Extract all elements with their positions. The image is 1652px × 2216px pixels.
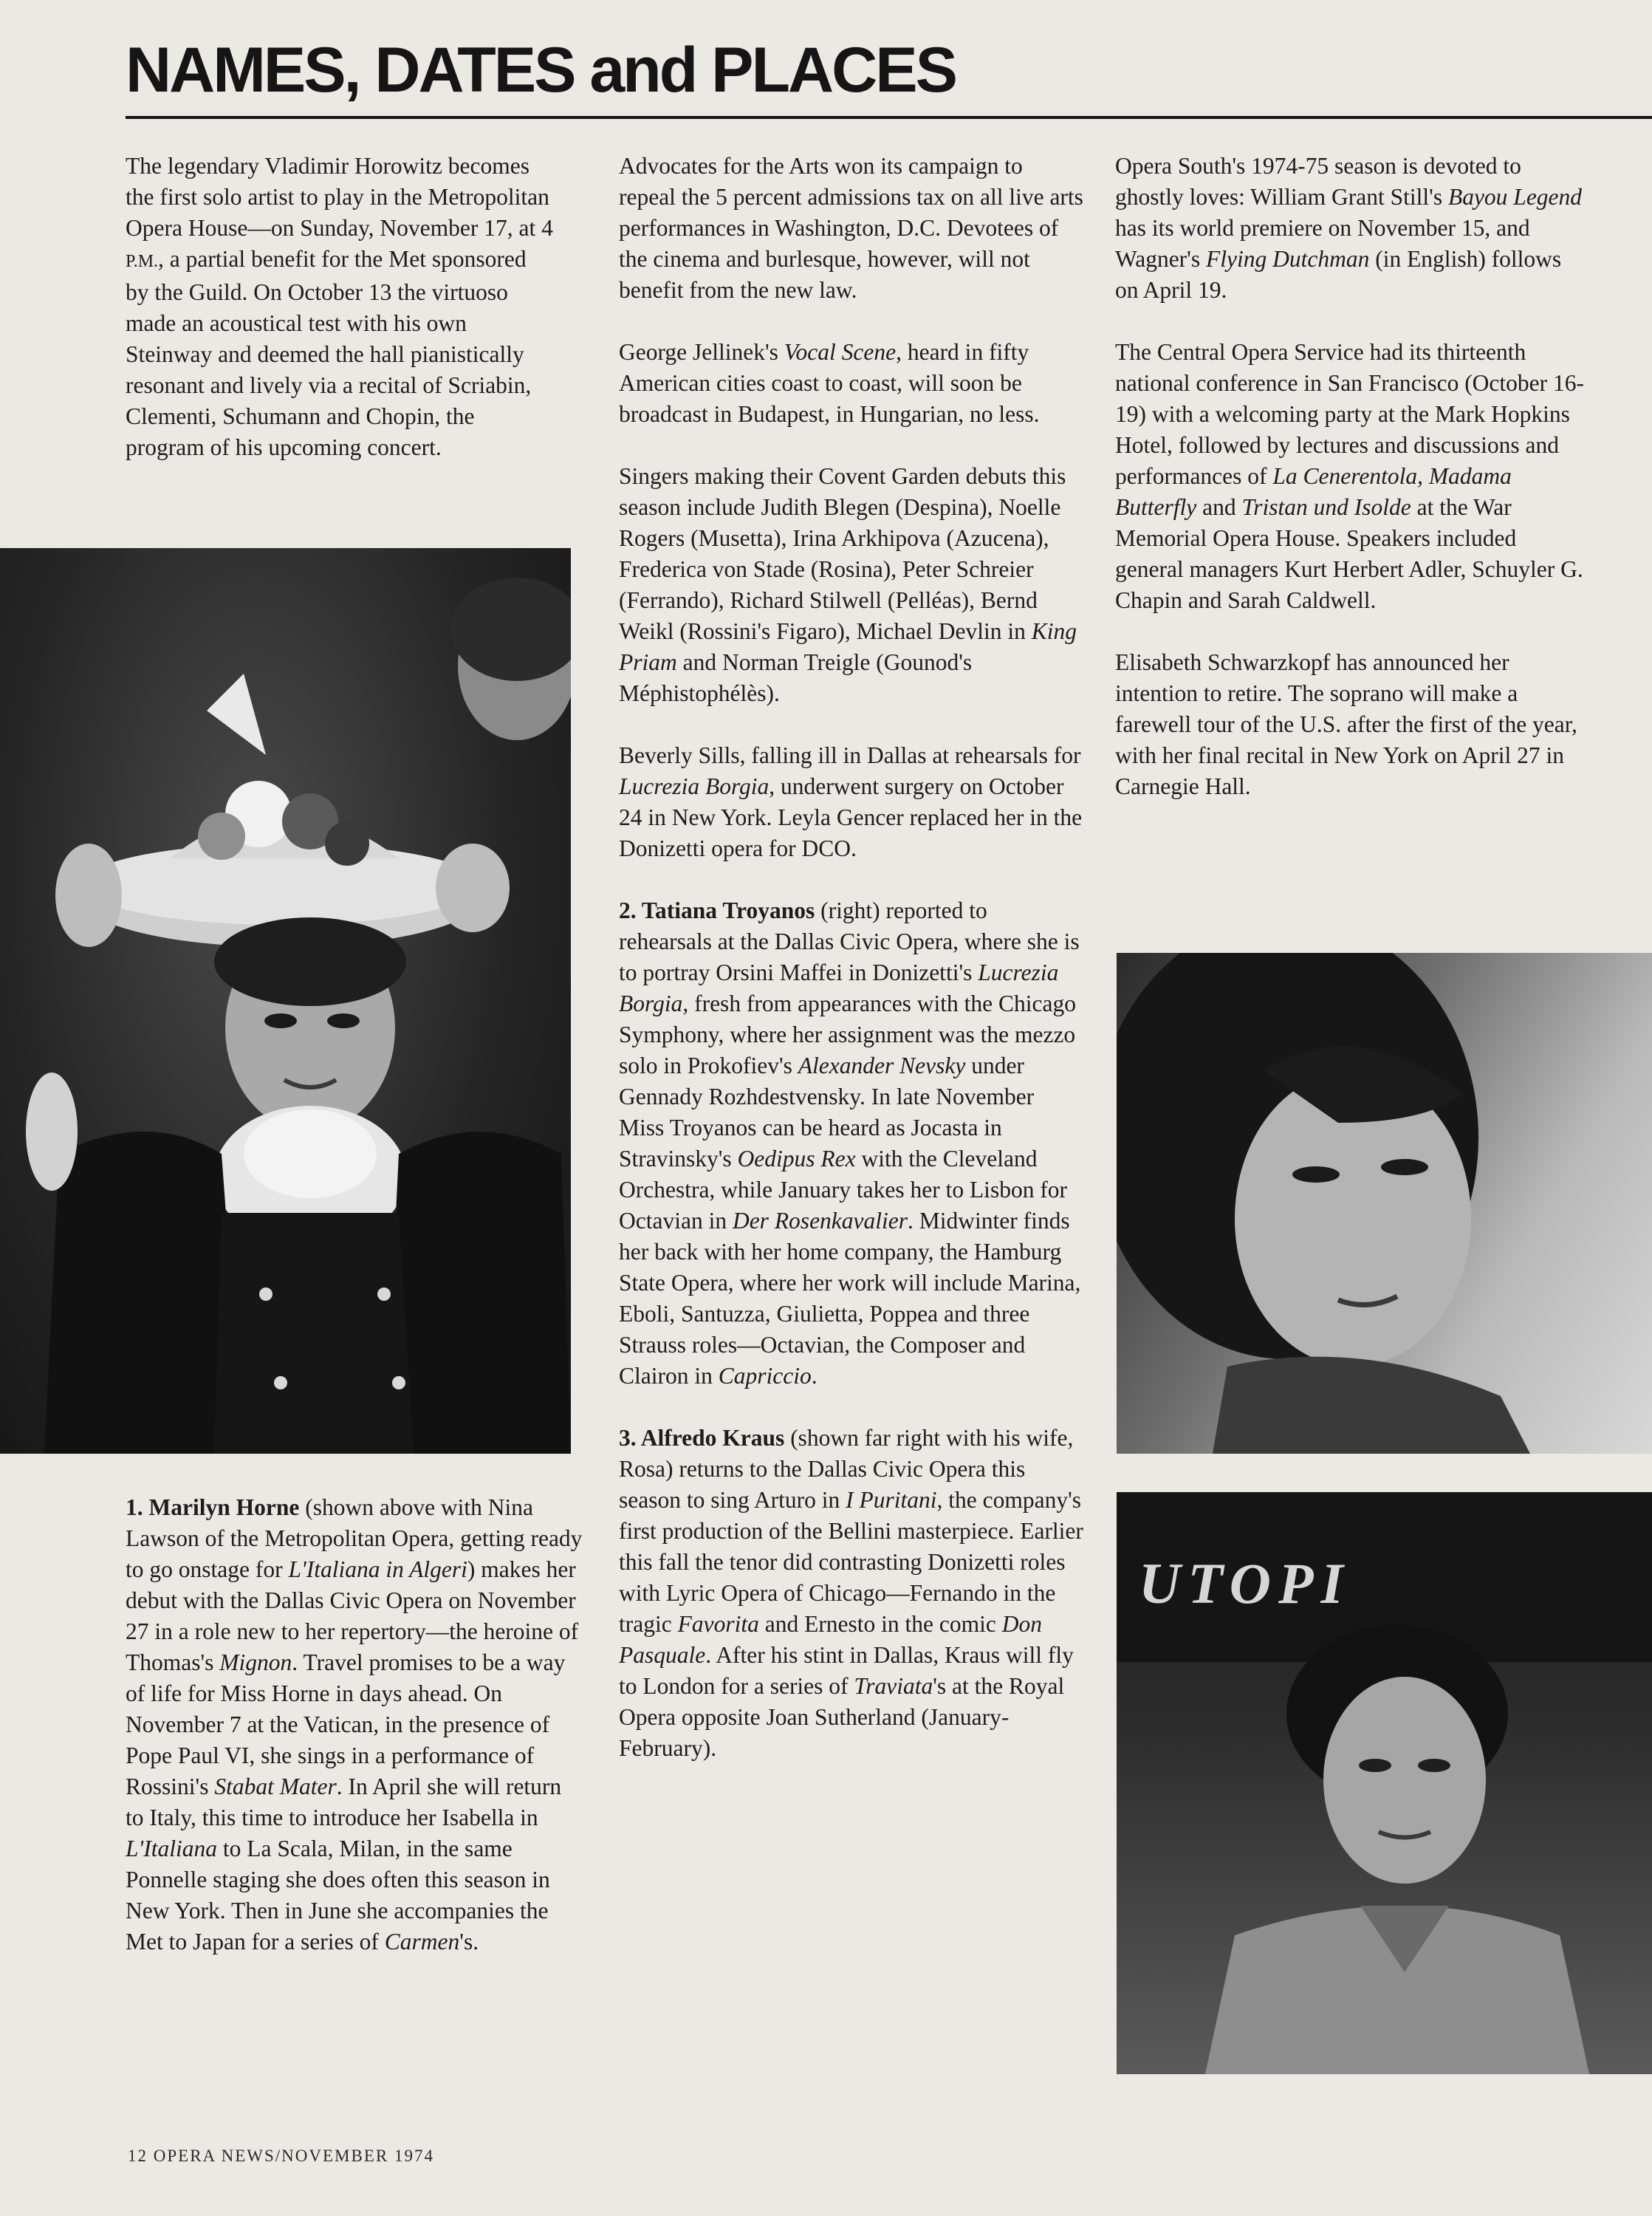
photo-tatiana-troyanos [1117, 953, 1652, 1454]
paragraph-sills: Beverly Sills, falling ill in Dallas at rehearsals for Lucrezia Borgia, underwent surgery on October 24 in New York. Leyla Gencer replaced her in the Donizetti opera for DCO. [619, 742, 1083, 861]
paragraph-horne: 1. Marilyn Horne (shown above with Nina Lawson of the Metropolitan Opera, getting ready to go onstage for L'Italiana in Algeri) makes her debut with the Dallas Civic Opera on November 27 in a role new to her repertory—the heroine of Thomas's Mignon. Travel promises to be a way of life for Miss Horne in days ahead. On November 7 at the Vatican, in the presence of Pope Paul VI, she sings in a performance of Rossini's Stabat Mater. In April she will return to Italy, this time to introduce her Isabella in L'Italiana to La Scala, Milan, in the same Ponnelle staging she does often this season in New York. Then in June she accompanies the Met to Japan for a series of Carmen's. [126, 1494, 583, 1955]
paragraph-opera-south: Opera South's 1974-75 season is devoted to ghostly loves: William Grant Still's Bayou Legend has its world premiere on November 15, and Wagner's Flying Dutchman (in English) follows on April 19. [1115, 153, 1583, 303]
paragraph-schwarzkopf: Elisabeth Schwarzkopf has announced her intention to retire. The soprano will make a farewell tour of the U.S. after the first of the year, with her final recital in New York on April 27 in Carnegie Hall. [1115, 649, 1577, 799]
column-3 [1115, 151, 1588, 833]
paragraph-advocates: Advocates for the Arts won its campaign to repeal the 5 percent admissions tax on all live arts performances in Washington, D.C. Devotees of the cinema and burlesque, however, will not benefit from the new law. [619, 153, 1083, 303]
page-footer: 12 OPERA NEWS/NOVEMBER 1974 [128, 2147, 434, 2165]
title-rule [126, 116, 1652, 119]
column-2 [619, 151, 1084, 1795]
paragraph-covent-garden: Singers making their Covent Garden debuts this season include Judith Blegen (Despina), Noelle Rogers (Musetta), Irina Arkhipova (Azucena), Frederica von Stade (Rosina), Peter Schreier (Ferrando), Richard Stilwell (Pelléas), Bernd Weikl (Rossini's Figaro), Michael Devlin in King Priam and Norman Treigle (Gounod's Méphistophélès). [619, 463, 1077, 706]
photo-alfredo-kraus-wife [1117, 1492, 1652, 2074]
paragraph-jellinek: George Jellinek's Vocal Scene, heard in fifty American cities coast to coast, will soon be broadcast in Budapest, in Hungarian, no less. [619, 339, 1040, 427]
page-title: NAMES, DATES and PLACES [126, 35, 956, 106]
paragraph-kraus: 3. Alfredo Kraus (shown far right with his wife, Rosa) returns to the Dallas Civic Opera this season to sing Arturo in I Puritani, the company's first production of the Bellini masterpiece. Earlier this fall the tenor did contrasting Donizetti roles with Lyric Opera of Chicago—Fernando in the tragic Favorita and Ernesto in the comic Don Pasquale. After his stint in Dallas, Kraus will fly to London for a series of Traviata's at the Royal Opera opposite Joan Sutherland (January-February). [619, 1425, 1083, 1761]
shop-sign-text: UTOPI [1139, 1551, 1351, 1615]
column-1 [126, 151, 554, 494]
paragraph-horowitz: The legendary Vladimir Horowitz becomes the first solo artist to play in the Metropolitan Opera House—on Sunday, November 17, at 4 P.M., a partial benefit for the Met sponsored by the Guild. On October 13 the virtuoso made an acoustical test with his own Steinway and deemed the hall pianistically resonant and lively via a recital of Scriabin, Clementi, Schumann and Chopin, the program of his upcoming concert. [126, 153, 553, 460]
paragraph-central-opera-service: The Central Opera Service had its thirteenth national conference in San Francisco (October 16-19) with a welcoming party at the Mark Hopkins Hotel, followed by lectures and discussions and performances of La Cenerentola, Madama Butterfly and Tristan und Isolde at the War Memorial Opera House. Speakers included general managers Kurt Herbert Adler, Schuyler G. Chapin and Sarah Caldwell. [1115, 339, 1584, 613]
paragraph-troyanos: 2. Tatiana Troyanos (right) reported to rehearsals at the Dallas Civic Opera, where she is to portray Orsini Maffei in Donizetti's Lucrezia Borgia, fresh from appearances with the Chicago Symphony, where her assignment was the mezzo solo in Prokofiev's Alexander Nevsky under Gennady Rozhdestvensky. In late November Miss Troyanos can be heard as Jocasta in Stravinsky's Oedipus Rex with the Cleveland Orchestra, while January takes her to Lisbon for Octavian in Der Rosenkavalier. Midwinter finds her back with her home company, the Hamburg State Opera, where her work will include Marina, Eboli, Santuzza, Giulietta, Poppea and three Strauss roles—Octavian, the Composer and Clairon in Capriccio. [619, 897, 1081, 1389]
caption-marilyn-horne [126, 1492, 583, 1988]
photo-marilyn-horne [0, 548, 571, 1454]
